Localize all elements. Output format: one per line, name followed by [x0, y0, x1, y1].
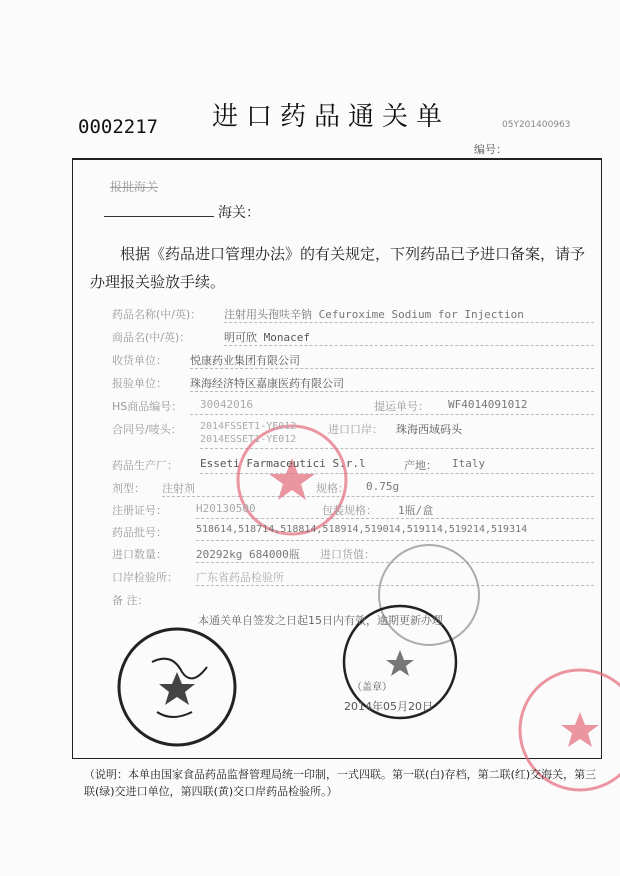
document-title: 进口药品通关单 [212, 102, 451, 132]
number-label: 编号： [474, 143, 507, 156]
footnote: （说明：本单由国家食品药品监督管理局统一印制，一式四联。第一联(白)存档，第二联(红)交海关，第三联(绿)交进口单位，第四联(黄)交口岸药品检验所。） [84, 768, 597, 798]
value-contract-1: 2014FSSET1-YE012 [200, 421, 297, 432]
value-batch: 518614,518714,518814,518914,519014,519114,519214,519314 [196, 524, 528, 535]
serial-number: 0002217 [78, 116, 159, 138]
label-consignee: 收货单位： [112, 354, 167, 367]
value-consignee: 悦康药业集团有限公司 [190, 354, 300, 367]
label-spec: 规格： [316, 482, 349, 495]
value-trade-name: 明可欣 Monacef [224, 331, 310, 344]
label-origin: 产地： [404, 459, 437, 472]
label-reg: 注册证号： [112, 504, 167, 517]
black-signature-seal [112, 622, 242, 752]
label-manufacturer: 药品生产厂： [112, 459, 178, 472]
label-pack: 包装规格： [322, 504, 377, 517]
customs-underline [104, 216, 214, 217]
label-batch: 药品批号： [112, 526, 167, 539]
value-drug-name: 注射用头孢呋辛钠 Cefuroxime Sodium for Injection [224, 308, 524, 321]
value-spec: 0.75g [366, 480, 400, 493]
label-contract: 合同号/唛头： [112, 423, 182, 436]
value-manufacturer: Esseti Farmaceutici S.r.l [200, 457, 366, 470]
label-qty: 进口数量： [112, 548, 167, 561]
value-pack: 1瓶/盒 [398, 504, 434, 517]
value-port: 珠海西域码头 [396, 423, 462, 436]
label-hs: HS商品编号： [112, 400, 183, 413]
value-origin: Italy [452, 457, 486, 470]
issue-date: 2014年05月20日 [344, 700, 433, 713]
label-remark: 备 注： [112, 594, 149, 607]
validity-note: 本通关单自签发之日起15日内有效，逾期更新办理 [198, 614, 443, 627]
document-code: 05Y201400963 [502, 120, 571, 130]
customs-suffix: 海关： [218, 205, 260, 221]
label-form: 剂型： [112, 482, 145, 495]
label-value: 进口货值： [320, 548, 375, 561]
value-form: 注射剂 [162, 482, 195, 495]
label-trade-name: 商品名(中/英)： [112, 331, 191, 344]
value-reg: H20130500 [196, 502, 256, 515]
value-qty: 20292kg 684000瓶 [196, 548, 300, 561]
label-applicant: 报验单位： [112, 377, 167, 390]
label-lab: 口岸检验所： [112, 571, 178, 584]
value-contract-2: 2014ESSET1-YE012 [200, 434, 297, 445]
seal-label: （盖章） [352, 682, 392, 693]
intro-text: 根据《药品进口管理办法》的有关规定，下列药品已予进口备案，请予办理报关验放手续。 [90, 245, 586, 291]
label-port: 进口口岸： [328, 423, 383, 436]
label-waybill: 提运单号： [374, 400, 429, 413]
label-drug-name: 药品名称(中/英)： [112, 308, 202, 321]
value-waybill: WF4014091012 [448, 398, 528, 411]
value-lab: 广东省药品检验所 [196, 571, 284, 584]
value-applicant: 珠海经济特区嘉康医药有限公司 [190, 377, 344, 390]
customs-faint-label: 报批海关 [110, 180, 159, 194]
value-hs: 30042016 [200, 398, 253, 411]
